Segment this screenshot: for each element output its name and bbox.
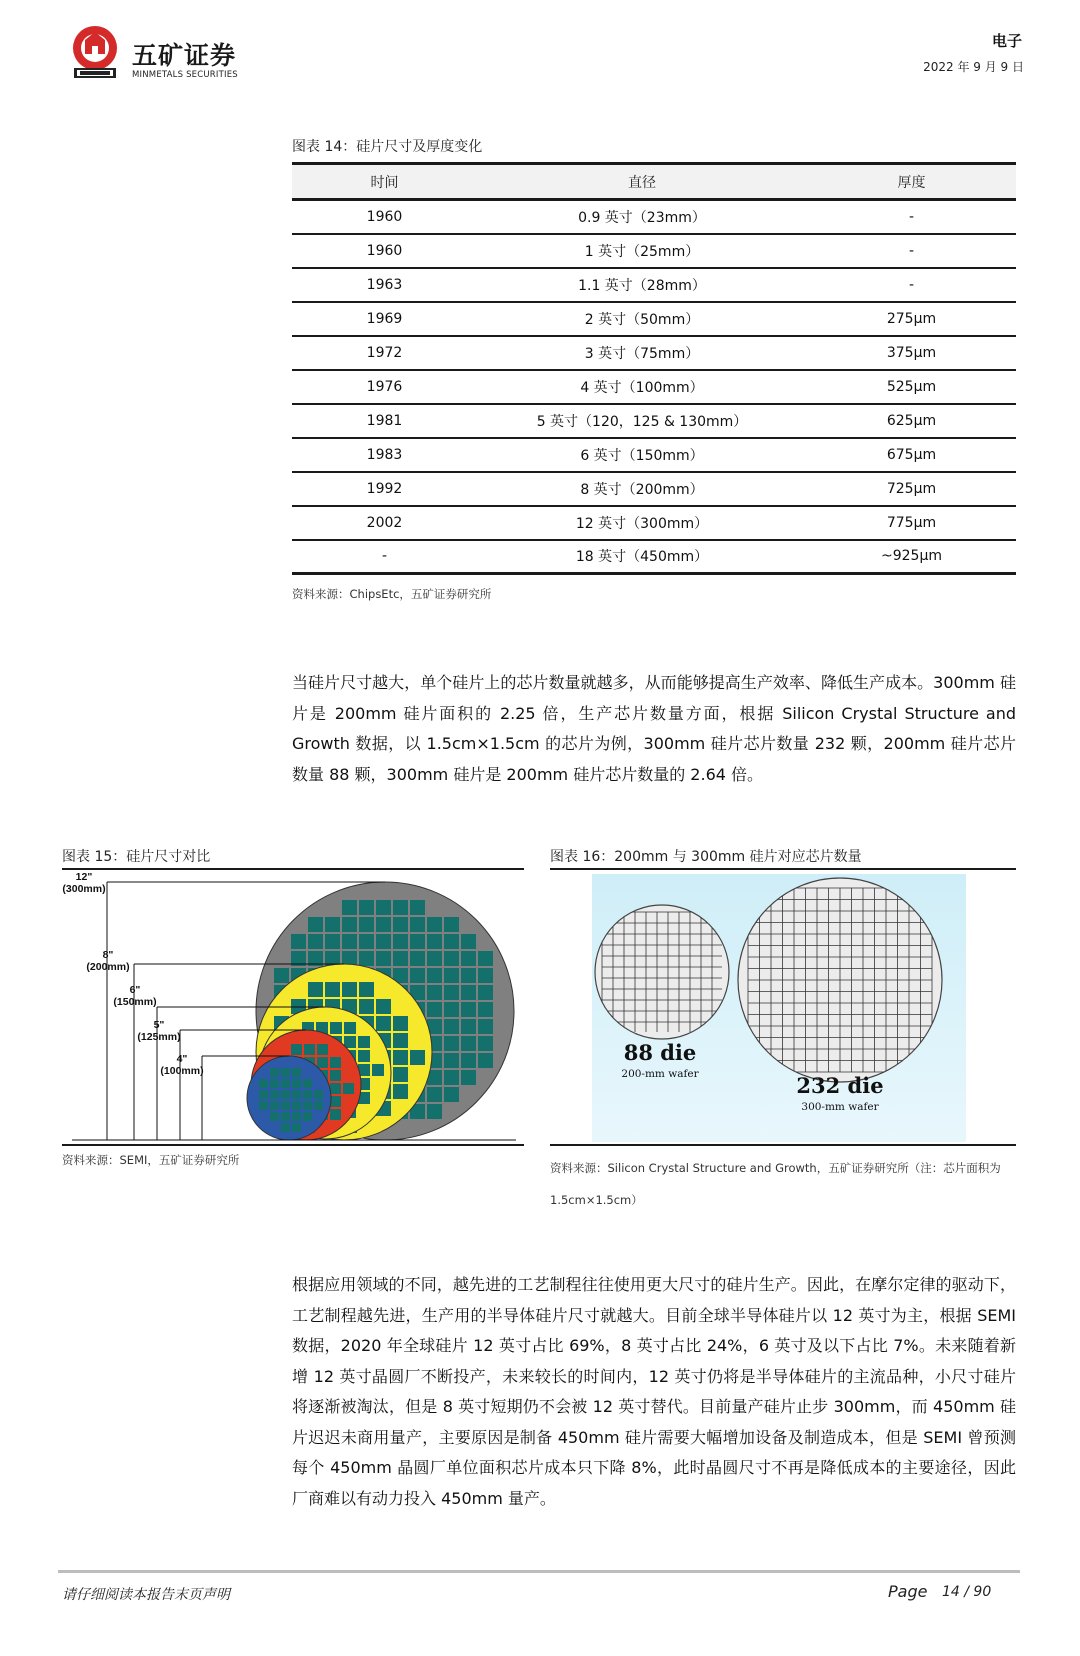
table-row (292, 404, 1016, 438)
table-row (292, 302, 1016, 336)
footer-page-label: Page (888, 1582, 928, 1601)
cell-diameter: 0.9 英寸（23mm） (477, 200, 807, 234)
cell-thickness: - (807, 200, 1016, 234)
label-8-inch: 8" (102, 949, 114, 961)
cell-time: 1972 (292, 336, 477, 370)
label-6-inch: 6" (129, 984, 141, 996)
cell-time: - (292, 540, 477, 574)
cell-time: 1969 (292, 302, 477, 336)
col-header-thickness: 厚度 (807, 164, 1016, 200)
table-row (292, 336, 1016, 370)
wafer-200mm (595, 905, 729, 1039)
wafer-size-comparison-diagram (62, 872, 524, 1142)
body-paragraph-1: 当硅片尺寸越大，单个硅片上的芯片数量就越多，从而能够提高生产效率、降低生产成本。300mm 硅片是 200mm 硅片面积的 2.25 倍，生产芯片数量方面，根据 Silicon Crystal Structure and Growth 数据，以 1.5cm×1.5cm 的芯片为例，300mm 硅片芯片数量 232 颗，200mm 硅片芯片数量 88 颗，300mm 硅片是 200mm 硅片芯片数量的 2.64 倍。 (292, 673, 1016, 784)
cell-thickness: 525μm (807, 370, 1016, 404)
cell-thickness: 375μm (807, 336, 1016, 370)
cell-diameter: 8 英寸（200mm） (477, 472, 807, 506)
wafer-size-table (292, 162, 1016, 575)
table-row (292, 234, 1016, 268)
body-paragraph-2: 根据应用领域的不同，越先进的工艺制程往往使用更大尺寸的硅片生产。因此，在摩尔定律的驱动下，工艺制程越先进，生产用的半导体硅片尺寸就越大。目前全球半导体硅片以 12 英寸为主，根据 SEMI 数据，2020 年全球硅片 12 英寸占比 69%，8 英寸占比 24%，6 英寸及以下占比 7%。未来随着新增 12 英寸晶圆厂不断投产，未来较长的时间内，12 英寸仍将是半导体硅片的主流品种，小尺寸硅片将逐渐被淘汰，但是 8 英寸短期仍不会被 12 英寸替代。目前量产硅片止步 300mm，而 450mm 硅片迟迟未商用量产，主要原因是制备 450mm 硅片需要大幅增加设备及制造成本，但是 SEMI 曾预测每个 450mm 晶圆厂单位面积芯片成本只下降 8%，此时晶圆尺寸不再是降低成本的主要途径，因此厂商难以有动力投入 450mm 量产。 (292, 1275, 1016, 1508)
cell-diameter: 2 英寸（50mm） (477, 302, 807, 336)
cell-diameter: 1.1 英寸（28mm） (477, 268, 807, 302)
report-date: 2022 年 9 月 9 日 (923, 60, 1024, 74)
footer-disclaimer: 请仔细阅读本报告末页声明 (62, 1587, 230, 1603)
cell-thickness: - (807, 234, 1016, 268)
cell-thickness: 625μm (807, 404, 1016, 438)
cell-thickness: - (807, 268, 1016, 302)
footer-page-number: 14 / 90 (942, 1584, 992, 1600)
figure15-top-rule (62, 868, 524, 870)
table-row (292, 370, 1016, 404)
cell-thickness: 725μm (807, 472, 1016, 506)
label-125mm: (125mm) (137, 1031, 181, 1043)
col-header-time: 时间 (292, 164, 477, 200)
cell-time: 2002 (292, 506, 477, 540)
cell-time: 1960 (292, 234, 477, 268)
company-logo (68, 24, 122, 80)
table-row (292, 438, 1016, 472)
cell-diameter: 3 英寸（75mm） (477, 336, 807, 370)
die-count-300mm: 232 die (796, 1073, 884, 1098)
footer-rule (58, 1570, 1020, 1573)
table-header-row (292, 164, 1016, 200)
cell-diameter: 1 英寸（25mm） (477, 234, 807, 268)
figure16-top-rule (550, 868, 1016, 870)
label-150mm: (150mm) (113, 996, 157, 1008)
report-category: 电子 (991, 32, 1022, 50)
figure16-source: 资料来源：Silicon Crystal Structure and Growth，五矿证券研究所（注：芯片面积为 1.5cm×1.5cm） (550, 1161, 1001, 1207)
cell-time: 1981 (292, 404, 477, 438)
cell-time: 1963 (292, 268, 477, 302)
col-header-diameter: 直径 (477, 164, 807, 200)
cell-thickness: 775μm (807, 506, 1016, 540)
cell-diameter: 12 英寸（300mm） (477, 506, 807, 540)
figure15-source: 资料来源：SEMI，五矿证券研究所 (62, 1153, 240, 1167)
table-row (292, 540, 1016, 574)
cell-thickness: ~925μm (807, 540, 1016, 574)
cell-diameter: 18 英寸（450mm） (477, 540, 807, 574)
table-row (292, 472, 1016, 506)
cell-time: 1983 (292, 438, 477, 472)
wafer-label-200mm: 200-mm wafer (621, 1068, 699, 1080)
cell-diameter: 6 英寸（150mm） (477, 438, 807, 472)
cell-time: 1976 (292, 370, 477, 404)
cell-diameter: 4 英寸（100mm） (477, 370, 807, 404)
die-count-200mm: 88 die (623, 1040, 697, 1065)
cell-diameter: 5 英寸（120，125 & 130mm） (477, 404, 807, 438)
brand-name-en: MINMETALS SECURITIES (132, 70, 238, 80)
label-5-inch: 5" (153, 1019, 165, 1031)
table-row (292, 506, 1016, 540)
table14-title: 图表 14：硅片尺寸及厚度变化 (292, 139, 483, 155)
label-100mm: (100mm) (160, 1065, 204, 1077)
label-300mm: (300mm) (62, 883, 106, 895)
label-200mm: (200mm) (86, 961, 130, 973)
table-row (292, 268, 1016, 302)
cell-time: 1992 (292, 472, 477, 506)
die-count-comparison-diagram (592, 874, 966, 1142)
table-row (292, 200, 1016, 234)
cell-time: 1960 (292, 200, 477, 234)
figure15-bottom-rule (62, 1144, 524, 1146)
cell-thickness: 675μm (807, 438, 1016, 472)
label-4-inch: 4" (176, 1053, 188, 1065)
figure16-bottom-rule (550, 1144, 1016, 1146)
label-12-inch: 12" (75, 872, 93, 883)
table14-source: 资料来源：ChipsEtc，五矿证券研究所 (292, 587, 492, 601)
wafer-label-300mm: 300-mm wafer (801, 1101, 879, 1113)
cell-thickness: 275μm (807, 302, 1016, 336)
brand-name-cn: 五矿证券 (132, 41, 237, 70)
figure15-title: 图表 15：硅片尺寸对比 (62, 849, 211, 865)
figure16-title: 图表 16：200mm 与 300mm 硅片对应芯片数量 (550, 849, 862, 865)
